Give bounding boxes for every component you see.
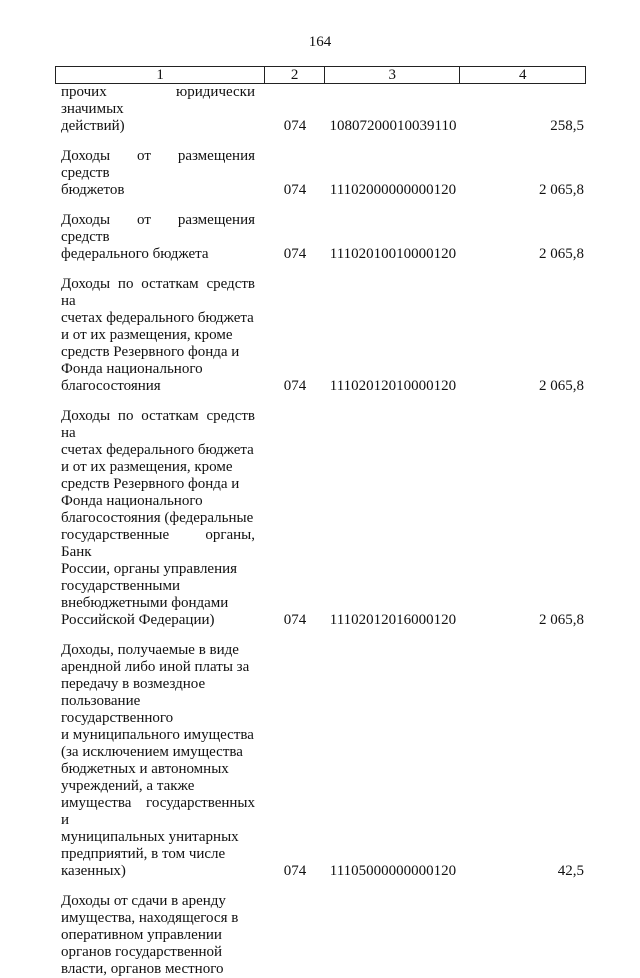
table-row: [55, 148, 586, 199]
row-kbk: 11102012016000120: [329, 612, 457, 628]
row-description: прочих юридически значимых действий): [61, 84, 255, 134]
row-kbk: 11102000000000120: [329, 182, 457, 198]
table-row: [55, 408, 586, 629]
row-kbk: 11102010010000120: [329, 246, 457, 262]
row-admin-code: 074: [283, 378, 307, 394]
row-amount: 2 065,8: [539, 612, 584, 628]
table-row: [55, 276, 586, 395]
header-col-2: 2: [265, 67, 325, 83]
row-admin-code: 074: [283, 612, 307, 628]
table-row: [55, 212, 586, 263]
table-body: [55, 84, 586, 978]
row-amount: 2 065,8: [539, 378, 584, 394]
header-col-4: 4: [518, 66, 527, 83]
row-amount: 2 065,8: [539, 246, 584, 262]
row-description: Доходы по остаткам средств на счетах федерального бюджета и от их размещения, кроме средств Резервного фонда и Фонда национального благосостояния: [61, 276, 255, 394]
row-admin-code: 074: [283, 182, 307, 198]
row-admin-code: 074: [283, 863, 307, 879]
row-admin-code: 074: [283, 246, 307, 262]
row-description: Доходы, получаемые в виде арендной либо иной платы за передачу в возмездное пользование государственного и муниципального имущества (за исключением имущества бюджетных и автономных учреждений, а также имущества государственных и муниципальных унитарных предприятий, в том числе казенных): [61, 642, 255, 879]
table-row: [55, 893, 586, 978]
row-description: Доходы от размещения средств бюджетов: [61, 148, 255, 198]
row-amount: 42,5: [557, 863, 584, 879]
table-row: [55, 84, 586, 135]
header-col-3: 3: [325, 67, 460, 83]
row-kbk: 11102012010000120: [329, 378, 457, 394]
row-kbk: 10807200010039110: [329, 118, 457, 134]
table-row: [55, 642, 586, 880]
page-number: 164: [308, 34, 332, 50]
row-admin-code: 074: [283, 118, 307, 134]
table-header: [55, 66, 586, 84]
row-description: Доходы от сдачи в аренду имущества, находящегося в оперативном управлении органов государственной власти, органов местного: [61, 893, 239, 977]
header-col-1: 1: [56, 67, 265, 83]
row-amount: 2 065,8: [539, 182, 584, 198]
row-amount: 258,5: [550, 118, 584, 134]
row-description: Доходы по остаткам средств на счетах федерального бюджета и от их размещения, кроме средств Резервного фонда и Фонда национального благосостояния (федеральные государственные органы, Банк России, органы управления государственными внебюджетными фондами Российской Федерации): [61, 408, 255, 628]
row-kbk: 11105000000000120: [329, 863, 457, 879]
row-description: Доходы от размещения средств федерального бюджета: [61, 212, 255, 262]
